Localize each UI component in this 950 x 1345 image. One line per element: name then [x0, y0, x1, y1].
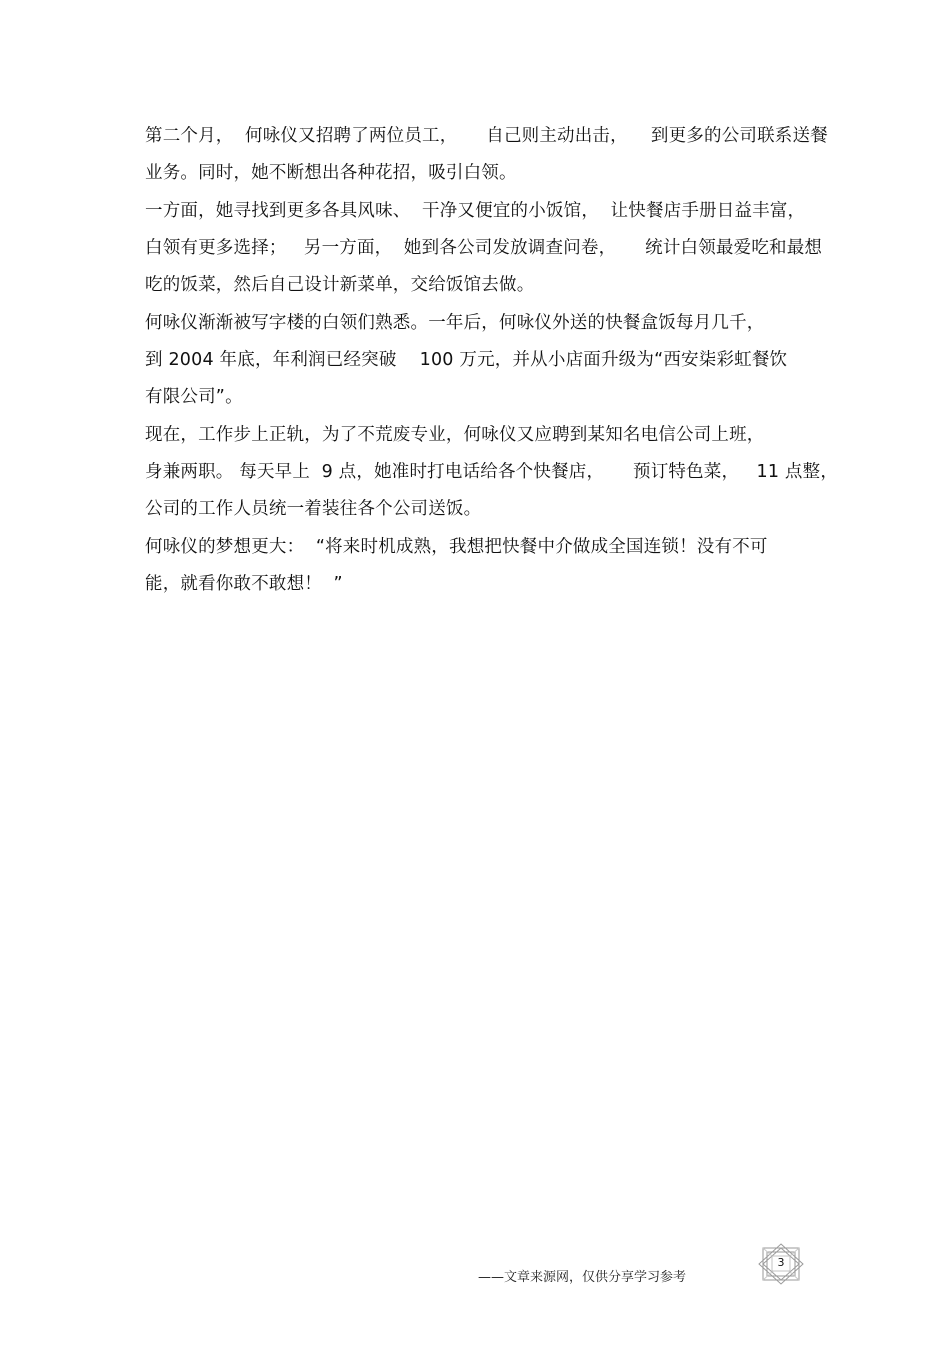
body-text-line: 有限公司”。 — [145, 387, 243, 407]
page-number-badge — [757, 1243, 805, 1285]
body-text-line: 白领有更多选择； 另一方面， 她到各公司发放调查问卷， 统计白领最爱吃和最想 — [145, 238, 823, 258]
body-text-line: 何咏仪的梦想更大： “将来时机成熟，我想把快餐中介做成全国连锁！没有不可 — [145, 537, 768, 557]
body-text-line: 第二个月， 何咏仪又招聘了两位员工， 自己则主动出击， 到更多的公司联系送餐 — [145, 126, 828, 146]
body-text-line: 到 2004 年底，年利润已经突破 100 万元，并从小店面升级为“西安柒彩虹餐饮 — [145, 350, 788, 370]
body-text-line: 现在，工作步上正轨，为了不荒废专业，何咏仪又应聘到某知名电信公司上班， — [145, 425, 765, 445]
body-text-line: 能，就看你敢不敢想！ ” — [145, 574, 343, 594]
footer-source-note: ——文章来源网，仅供分享学习参考 — [478, 1270, 687, 1285]
body-text-line: 公司的工作人员统一着装往各个公司送饭。 — [145, 499, 482, 519]
body-text-line: 何咏仪渐渐被写字楼的白领们熟悉。一年后，何咏仪外送的快餐盒饭每月几千， — [145, 313, 765, 333]
body-text-line: 吃的饭菜，然后自己设计新菜单，交给饭馆去做。 — [145, 275, 535, 295]
body-text-line: 业务。同时，她不断想出各种花招，吸引白领。 — [145, 163, 517, 183]
body-text-line: 一方面，她寻找到更多各具风味、 干净又便宜的小饭馆， 让快餐店手册日益丰富， — [145, 201, 806, 221]
body-text-line: 身兼两职。 每天早上 9 点，她准时打电话给各个快餐店， 预订特色菜， 11 点整， — [145, 462, 839, 482]
page-number: 3 — [777, 1256, 785, 1269]
